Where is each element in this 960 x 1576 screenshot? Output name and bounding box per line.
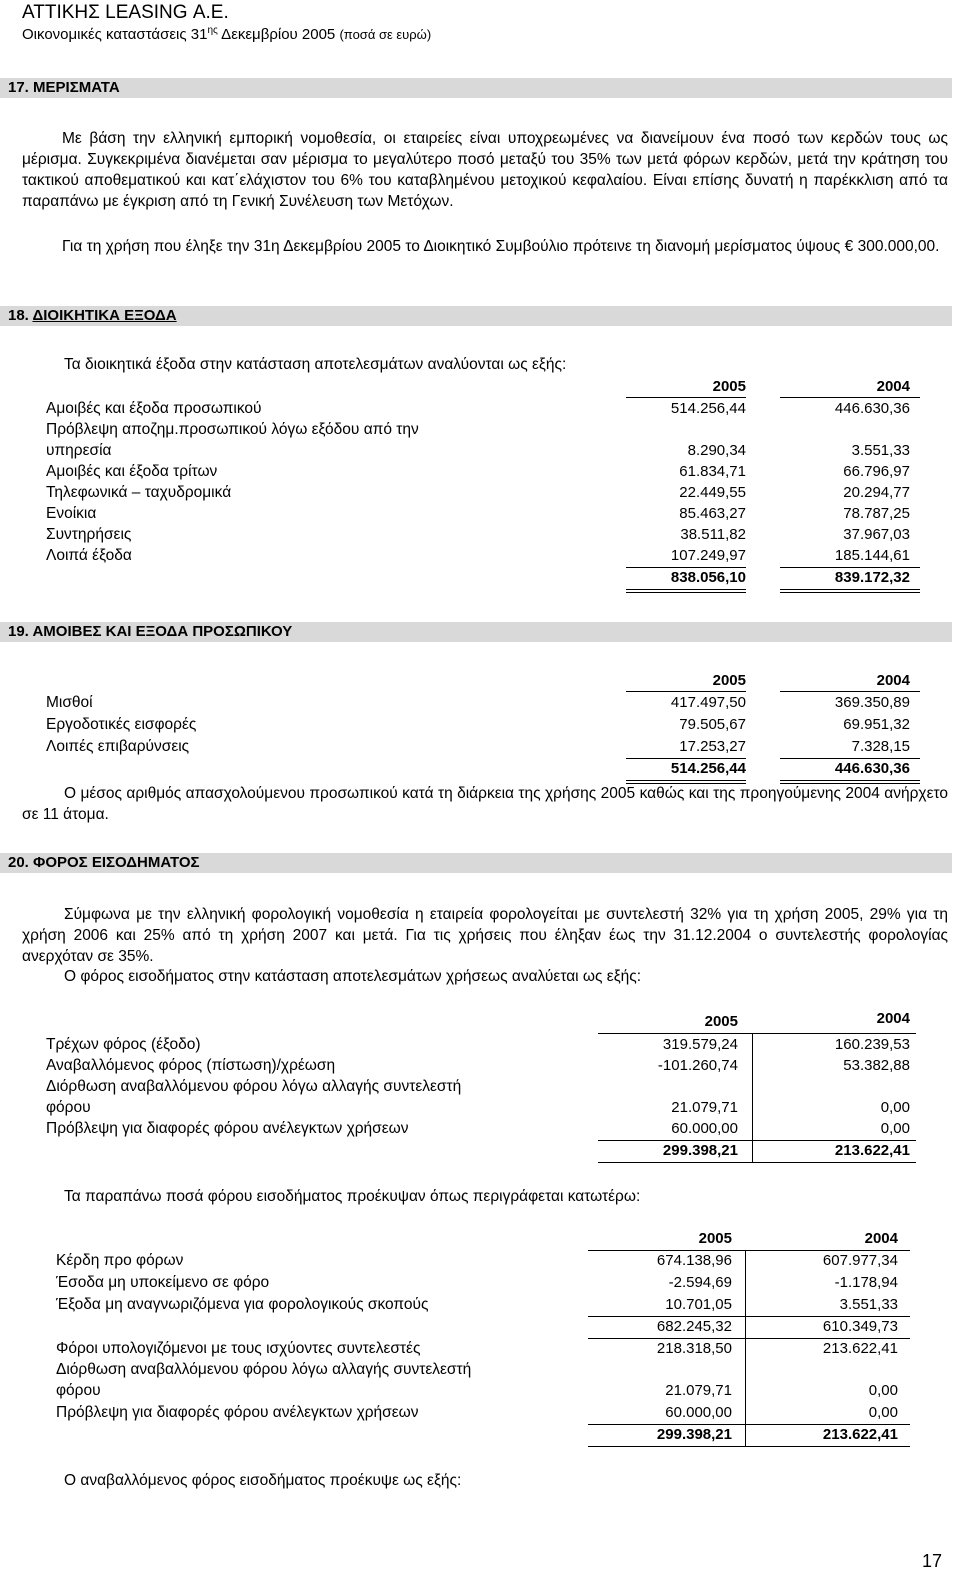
table-cell-2005: 60.000,00 xyxy=(665,1404,732,1421)
t1-header-rule xyxy=(598,1033,916,1034)
t1-column-divider xyxy=(752,1033,753,1163)
section-18-intro: Τα διοικητικά έξοδα στην κατάσταση αποτελεσμάτων αναλύονται ως εξής: xyxy=(64,356,567,373)
table-cell-2005: 21.079,71 xyxy=(671,1099,738,1116)
table-row-label: υπηρεσία xyxy=(46,442,112,459)
section-18-title xyxy=(8,306,177,326)
table-cell-2005: 514.256,44 xyxy=(670,400,746,417)
section-18-heading: ΔΙΟΙΚΗΤΙΚΑ ΕΞΟΔΑ xyxy=(32,307,177,324)
table-cell-2005: 10.701,05 xyxy=(665,1296,732,1313)
page-number: 17 xyxy=(921,1551,942,1571)
statement-subtitle xyxy=(22,25,431,43)
t2-col-2004: 2004 xyxy=(864,1230,898,1247)
section-17-title: 17. ΜΕΡΙΣΜΑΤΑ xyxy=(8,79,120,96)
table-cell-2005: 674.138,96 xyxy=(656,1252,732,1269)
s18-col-2005: 2005 xyxy=(712,378,746,395)
s18-total-2004: 839.172,32 xyxy=(834,569,910,586)
s20-paragraph-2: Ο φόρος εισοδήματος στην κατάσταση αποτελεσμάτων χρήσεως αναλύεται ως εξής: xyxy=(64,968,642,985)
t1-total-2005: 299.398,21 xyxy=(662,1142,738,1159)
table-cell-2004: 66.796,97 xyxy=(843,463,910,480)
table-row-label: Λοιπά έξοδα xyxy=(46,547,132,564)
subtitle-sup: ης xyxy=(207,25,218,36)
table-cell-2004: 37.967,03 xyxy=(843,526,910,543)
table-row-label: Τρέχων φόρος (έξοδο) xyxy=(46,1036,201,1053)
t2-subtotal-2005: 682.245,32 xyxy=(656,1318,732,1335)
t1-total-2004: 213.622,41 xyxy=(834,1142,910,1159)
table-row-label: Λοιπές επιβαρύνσεις xyxy=(46,738,190,755)
table-cell-2004: 69.951,32 xyxy=(843,716,910,733)
s18-total-double-rule-b xyxy=(780,589,920,593)
s20-paragraph-1: Σύμφωνα με την ελληνική φορολογική νομοθεσία η εταιρεία φορολογείται με συντελεστή 32% για τη χρήση 2005, 29% για τη χρήση 2006 και 25% από τη χρήση 2007 και μετά. Για τις χρήσεις που έληξαν έως την 31.12.2004 ο συντελεστής φορολογίας ανερχόταν σε 35%. xyxy=(22,906,948,965)
table-cell-2004: 446.630,36 xyxy=(834,400,910,417)
table-cell-2004: 53.382,88 xyxy=(843,1057,910,1074)
table-row-label: Συντηρήσεις xyxy=(46,526,132,543)
table-cell-2004: 0,00 xyxy=(880,1099,910,1116)
table-cell-2005: 21.079,71 xyxy=(665,1382,732,1399)
table-cell-2004: 3.551,33 xyxy=(839,1296,898,1313)
table-cell-2004: 213.622,41 xyxy=(822,1340,898,1357)
table-row-label: Κέρδη προ φόρων xyxy=(56,1252,184,1269)
table-row-label: φόρου xyxy=(46,1099,91,1116)
t1-bottom-rule xyxy=(598,1162,916,1163)
table-row-label: Φόροι υπολογιζόμενοι με τους ισχύοντες συντελεστές xyxy=(56,1340,421,1357)
table-cell-2004: 78.787,25 xyxy=(843,505,910,522)
t1-col-2005: 2005 xyxy=(704,1013,738,1030)
section-17-paragraph-1: Με βάση την ελληνική εμπορική νομοθεσία, οι εταιρείες είναι υποχρεωμένες να διανείμουν ένα ποσό των κερδών τους ως μέρισμα. Συγκεκριμένα διανέμεται σαν μέρισμα το μεγαλύτερο ποσό μεταξύ του 35% των μετά φόρων κερδών, μετά την κράτηση του τακτικού αποθεματικού και κατ΄ελάχιστον του 6% του καταβλημένου μετοχικού κεφαλαίου. Είναι επίσης δυνατή η παρέκκλιση από τα παραπάνω με έγκριση από τη Γενική Συνέλευση των Μετόχων. xyxy=(22,130,948,210)
table-cell-2005: 8.290,34 xyxy=(687,442,746,459)
table-cell-2004: 607.977,34 xyxy=(822,1252,898,1269)
company-name: ΑΤΤΙΚΗΣ LEASING Α.Ε. xyxy=(22,2,229,23)
t2-total-2004: 213.622,41 xyxy=(822,1426,898,1443)
table-cell-2005: -101.260,74 xyxy=(657,1057,738,1074)
table-cell-2004: 3.551,33 xyxy=(851,442,910,459)
table-row-label: Αναβαλλόμενος φόρος (πίστωση)/χρέωση xyxy=(46,1057,336,1074)
s18-total-double-rule-a xyxy=(626,589,746,593)
table-cell-2004: 185.144,61 xyxy=(834,547,910,564)
table-row-label: φόρου xyxy=(56,1382,101,1399)
table-cell-2005: 60.000,00 xyxy=(671,1120,738,1137)
s19-total-2005: 514.256,44 xyxy=(670,760,746,777)
table-cell-2005: 61.834,71 xyxy=(679,463,746,480)
table-cell-2005: 107.249,97 xyxy=(670,547,746,564)
table-cell-2004: 160.239,53 xyxy=(834,1036,910,1053)
s18-header-rule-a xyxy=(626,397,746,398)
s19-col-2005: 2005 xyxy=(712,672,746,689)
s19-col-2004: 2004 xyxy=(876,672,910,689)
section-20-title: 20. ΦΟΡΟΣ ΕΙΣΟΔΗΜΑΤΟΣ xyxy=(8,854,200,871)
table-row-label: Πρόβλεψη για διαφορές φόρου ανέλεγκτων χρήσεων xyxy=(46,1120,409,1137)
table-cell-2005: 17.253,27 xyxy=(679,738,746,755)
t2-subtotal-2004: 610.349,73 xyxy=(822,1318,898,1335)
t2-total-2005: 299.398,21 xyxy=(656,1426,732,1443)
table-row-label: Εργοδοτικές εισφορές xyxy=(46,716,197,733)
s19-note: Ο μέσος αριθμός απασχολούμενου προσωπικού κατά τη διάρκεια της χρήσης 2005 καθώς και της προηγούμενης 2004 ανήρχετο σε 11 άτομα. xyxy=(22,785,948,823)
s18-col-2004: 2004 xyxy=(876,378,910,395)
table-cell-2005: 38.511,82 xyxy=(680,526,746,543)
table-cell-2005: 319.579,24 xyxy=(662,1036,738,1053)
table-row-label: Πρόβλεψη αποζημ.προσωπικού λόγω εξόδου από την xyxy=(46,421,419,438)
subtitle-currency: (ποσά σε ευρώ) xyxy=(339,27,432,42)
s18-header-rule-b xyxy=(780,397,920,398)
section-17-bar xyxy=(0,78,952,98)
t2-col-2005: 2005 xyxy=(698,1230,732,1247)
table-cell-2005: 417.497,50 xyxy=(670,694,746,711)
s20-paragraph-4: Ο αναβαλλόμενος φόρος εισοδήματος προέκυψε ως εξής: xyxy=(64,1472,462,1489)
table-row-label: Έσοδα μη υποκείμενο σε φόρο xyxy=(56,1274,270,1291)
table-cell-2005: 79.505,67 xyxy=(679,716,746,733)
table-cell-2005: 218.318,50 xyxy=(656,1340,732,1357)
section-18-number: 18. xyxy=(8,307,33,324)
t2-bottom-rule xyxy=(588,1446,910,1447)
table-row-label: Διόρθωση αναβαλλόμενου φόρου λόγω αλλαγής συντελεστή xyxy=(56,1361,472,1378)
table-row-label: Διόρθωση αναβαλλόμενου φόρου λόγω αλλαγής συντελεστή xyxy=(46,1078,462,1095)
table-row-label: Μισθοί xyxy=(46,694,93,711)
section-19-title: 19. ΑΜΟΙΒΕΣ ΚΑΙ ΕΞΟΔΑ ΠΡΟΣΩΠΙΚΟΥ xyxy=(8,623,293,640)
table-cell-2004: 0,00 xyxy=(880,1120,910,1137)
section-17-paragraph-2: Για τη χρήση που έληξε την 31η Δεκεμβρίου 2005 το Διοικητικό Συμβούλιο πρότεινε τη διανομή μερίσματος ύψους € 300.000,00. xyxy=(62,238,940,255)
s18-total-2005: 838.056,10 xyxy=(670,569,746,586)
table-row-label: Πρόβλεψη για διαφορές φόρου ανέλεγκτων χρήσεων xyxy=(56,1404,419,1421)
table-row-label: Αμοιβές και έξοδα τρίτων xyxy=(46,463,218,480)
t2-column-divider xyxy=(745,1250,746,1446)
table-cell-2004: -1.178,94 xyxy=(834,1274,898,1291)
s20-paragraph-3: Τα παραπάνω ποσά φόρου εισοδήματος προέκυψαν όπως περιγράφεται κατωτέρω: xyxy=(64,1188,641,1205)
table-row-label: Αμοιβές και έξοδα προσωπικού xyxy=(46,400,262,417)
table-cell-2004: 369.350,89 xyxy=(834,694,910,711)
table-row-label: Τηλεφωνικά – ταχυδρομικά xyxy=(46,484,232,501)
table-cell-2004: 0,00 xyxy=(868,1382,898,1399)
table-cell-2004: 0,00 xyxy=(868,1404,898,1421)
t1-col-2004: 2004 xyxy=(876,1010,910,1027)
table-cell-2004: 20.294,77 xyxy=(843,484,910,501)
s19-header-rule-a xyxy=(626,691,746,692)
s19-header-rule-b xyxy=(780,691,920,692)
s19-total-2004: 446.630,36 xyxy=(834,760,910,777)
table-row-label: Έξοδα μη αναγνωριζόμενα για φορολογικούς σκοπούς xyxy=(56,1296,429,1313)
table-cell-2004: 7.328,15 xyxy=(851,738,910,755)
table-cell-2005: 85.463,27 xyxy=(679,505,746,522)
subtitle-text: Οικονομικές καταστάσεις 31 xyxy=(22,26,208,43)
table-row-label: Ενοίκια xyxy=(46,505,97,522)
table-cell-2005: -2.594,69 xyxy=(668,1274,732,1291)
table-cell-2005: 22.449,55 xyxy=(679,484,746,501)
subtitle-date: Δεκεμβρίου 2005 xyxy=(217,26,340,43)
